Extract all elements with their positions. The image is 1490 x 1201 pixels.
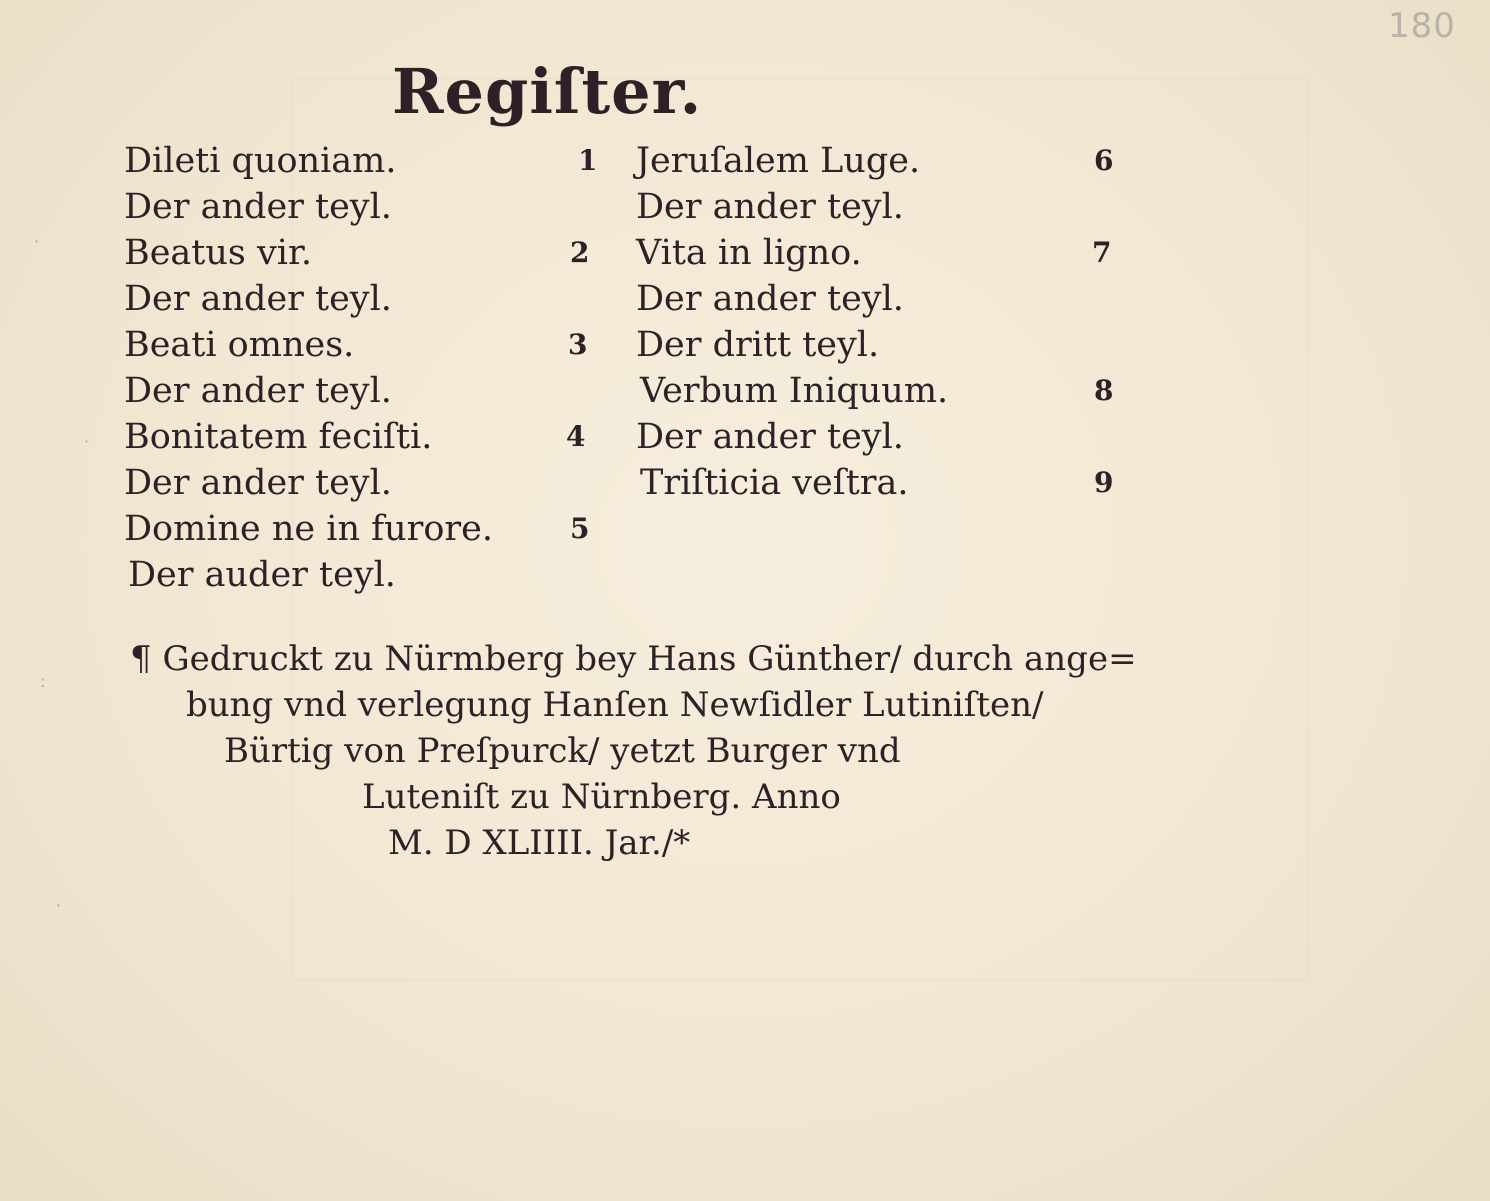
right-entry-number: 8: [1094, 374, 1114, 407]
colophon-line: bung vnd verlegung Hanſen Newſidler Lutiniſten/: [186, 685, 1044, 725]
right-entry-label: Der ander teyl.: [636, 417, 904, 457]
left-entry-label: Beati omnes.: [124, 325, 355, 365]
paper-speck: ·: [84, 432, 90, 451]
right-entry-label: Jeruſalem Luge.: [636, 141, 921, 181]
right-entry-label: Der ander teyl.: [636, 279, 904, 319]
left-entry-label: Dileti quoniam.: [124, 141, 397, 181]
colophon-line: Luteniſt zu Nürnberg. Anno: [362, 777, 841, 817]
register-title: Regiſter.: [392, 55, 703, 128]
right-entry-number: 7: [1092, 236, 1112, 269]
paper-speck: ·: [34, 232, 40, 251]
left-entry-label: Bonitatem feciſti.: [124, 417, 433, 457]
left-entry-label: Der auder teyl.: [128, 555, 396, 595]
left-entry-label: Der ander teyl.: [124, 463, 392, 503]
folio-number: 180: [1388, 6, 1456, 46]
right-entry-label: Verbum Iniquum.: [640, 371, 949, 411]
right-entry-label: Triſticia veſtra.: [640, 463, 909, 503]
paper-speck: :: [40, 672, 46, 691]
left-entry-label: Der ander teyl.: [124, 279, 392, 319]
colophon-line: ¶ Gedruckt zu Nürmberg bey Hans Günther/ durch ange=: [130, 639, 1137, 679]
left-entry-number: 5: [570, 512, 590, 545]
left-entry-number: 4: [566, 420, 586, 453]
colophon-line: Bürtig von Preſpurck/ yetzt Burger vnd: [224, 731, 901, 771]
left-entry-label: Der ander teyl.: [124, 371, 392, 411]
left-entry-label: Der ander teyl.: [124, 187, 392, 227]
right-entry-number: 6: [1094, 144, 1114, 177]
left-entry-number: 3: [568, 328, 588, 361]
left-entry-number: 2: [570, 236, 590, 269]
paper-speck: ·: [56, 896, 62, 915]
right-entry-label: Der dritt teyl.: [636, 325, 880, 365]
left-entry-label: Beatus vir.: [124, 233, 312, 273]
colophon-line: M. D XLIIII. Jar./*: [388, 823, 691, 863]
right-entry-label: Der ander teyl.: [636, 187, 904, 227]
right-entry-label: Vita in ligno.: [636, 233, 862, 273]
left-entry-number: 1: [578, 144, 598, 177]
right-entry-number: 9: [1094, 466, 1114, 499]
left-entry-label: Domine ne in furore.: [124, 509, 494, 549]
